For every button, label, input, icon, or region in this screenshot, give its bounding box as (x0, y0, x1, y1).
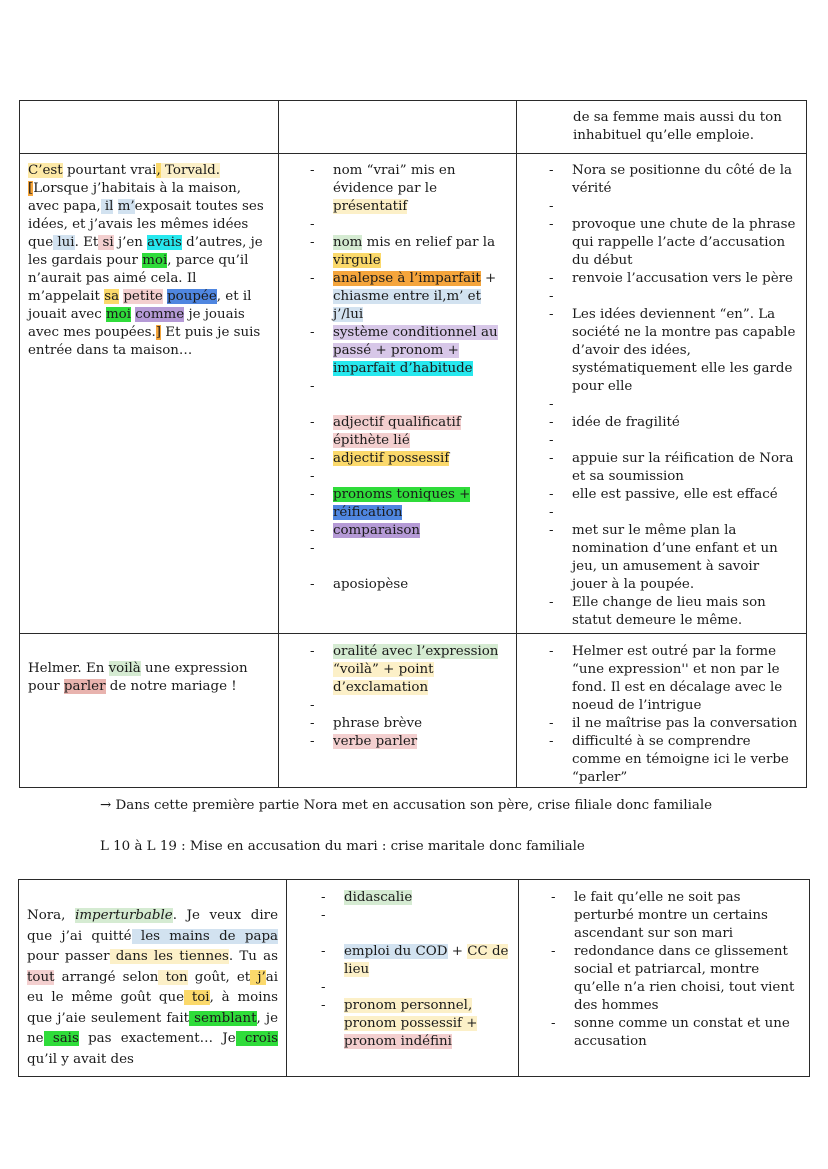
quote-text: Helmer. En voilà une expression pour parler de notre mariage ! (28, 661, 248, 694)
spacer (306, 468, 510, 486)
list-item: - sonne comme un constat et une accusation (547, 1015, 801, 1051)
analysis-table-1 (19, 100, 807, 788)
text-cell (20, 634, 279, 788)
list-item: - Helmer est outré par la forme “une expression'' et non par le fond. Il est en décalage avec le noeud de l’intrigue (545, 643, 798, 715)
spacer (545, 504, 798, 522)
list-item: - emploi du COD + CC de lieu (317, 943, 512, 979)
interpretation-cell (517, 101, 807, 154)
list-item: - met sur le même plan la nomination d’une enfant et un jeu, un amusement à savoir jouer à la poupée. (545, 522, 798, 594)
list-item: - Les idées deviennent “en”. La société ne la montre pas capable d’avoir des idées, systématiquement elle les garde pour elle (545, 306, 798, 396)
spacer (545, 432, 798, 450)
analysis-list (287, 880, 518, 1051)
spacer (317, 979, 512, 997)
analysis-table-2 (18, 879, 810, 1077)
analysis-cell (279, 634, 517, 788)
list-item: - nom mis en relief par la virgule (306, 234, 510, 270)
list-item: - adjectif possessif (306, 450, 510, 468)
list-item: - provoque une chute de la phrase qui rappelle l’acte d’accusation du début (545, 216, 798, 270)
interpretation-cell (519, 880, 810, 1077)
list-item: - idée de fragilité (545, 414, 798, 432)
list-item: - phrase brève (306, 715, 510, 733)
spacer (317, 907, 512, 943)
table-row (20, 634, 807, 788)
list-item: - renvoie l’accusation vers le père (545, 270, 798, 288)
interpretation-continued: de sa femme mais aussi du ton inhabituel qu’elle emploie. (573, 110, 782, 143)
text-cell (20, 101, 279, 154)
interpretation-cell (517, 154, 807, 634)
list-item: - aposiopèse (306, 576, 510, 594)
list-item: - elle est passive, elle est effacé (545, 486, 798, 504)
table-row (19, 880, 810, 1077)
list-item: - difficulté à se comprendre comme en témoigne ici le verbe “parler” (545, 733, 798, 787)
analysis-cell (279, 154, 517, 634)
conclusion-text: → Dans cette première partie Nora met en accusation son père, crise filiale donc familiale (100, 798, 713, 813)
list-item: - comparaison (306, 522, 510, 540)
list-item: - oralité avec l’expression “voilà” + point d’exclamation (306, 643, 510, 697)
list-item: - Nora se positionne du côté de la vérité (545, 162, 798, 198)
list-item: - pronom personnel, pronom possessif + pronom indéfini (317, 997, 512, 1051)
list-item: - adjectif qualificatif épithète lié (306, 414, 510, 450)
analysis-list (279, 634, 516, 751)
interpretation-list (519, 880, 809, 1051)
spacer (306, 697, 510, 715)
text-cell (20, 154, 279, 634)
spacer (306, 378, 510, 414)
list-item: - il ne maîtrise pas la conversation (545, 715, 798, 733)
quote-text: C’est pourtant vrai, Torvald. [Lorsque j’habitais à la maison, avec papa, il m’exposait toutes ses idées, et j’avais les mêmes idées que lui. Et si j’en avais d’autres, je les gardais pour moi, parce qu’il n’aurait pas aimé cela. Il m’appelait sa petite poupée, et il jouait avec moi comme je jouais avec mes poupées.] Et puis je suis entrée dans ta maison… (28, 163, 264, 358)
list-item: - système conditionnel au passé + pronom + imparfait d’habitude (306, 324, 510, 378)
spacer (545, 396, 798, 414)
analysis-cell (279, 101, 517, 154)
list-item: - le fait qu’elle ne soit pas perturbé montre un certains ascendant sur son mari (547, 889, 801, 943)
section-heading: L 10 à L 19 : Mise en accusation du mari : crise maritale donc familiale (100, 839, 585, 854)
spacer (545, 288, 798, 306)
list-item: - redondance dans ce glissement social et patriarcal, montre qu’elle n’a rien choisi, tout vient des hommes (547, 943, 801, 1015)
analysis-cell (287, 880, 519, 1077)
list-item: - Elle change de lieu mais son statut demeure le même. (545, 594, 798, 630)
list-item: - pronoms toniques + réification (306, 486, 510, 522)
spacer (306, 216, 510, 234)
table-row (20, 101, 807, 154)
interpretation-list (517, 154, 806, 630)
list-item: - analepse à l’imparfait + chiasme entre il,m’ et j’/lui (306, 270, 510, 324)
quote-text: Nora, imperturbable. Je veux dire que j’ai quitté les mains de papa pour passer dans les tiennes. Tu as tout arrangé selon ton goût, et j’ai eu le même goût que toi, à moins que j’aie seulement fait semblant, je ne sais pas exactement… Je crois qu’il y avait des (27, 908, 279, 1067)
interpretation-list (517, 634, 806, 787)
spacer (306, 540, 510, 576)
list-item: - nom “vrai” mis en évidence par le présentatif (306, 162, 510, 216)
text-cell (19, 880, 287, 1077)
interpretation-cell (517, 634, 807, 788)
spacer (545, 198, 798, 216)
analysis-list (279, 154, 516, 594)
list-item: - verbe parler (306, 733, 510, 751)
table-row (20, 154, 807, 634)
list-item: - didascalie (317, 889, 512, 907)
list-item: - appuie sur la réification de Nora et sa soumission (545, 450, 798, 486)
